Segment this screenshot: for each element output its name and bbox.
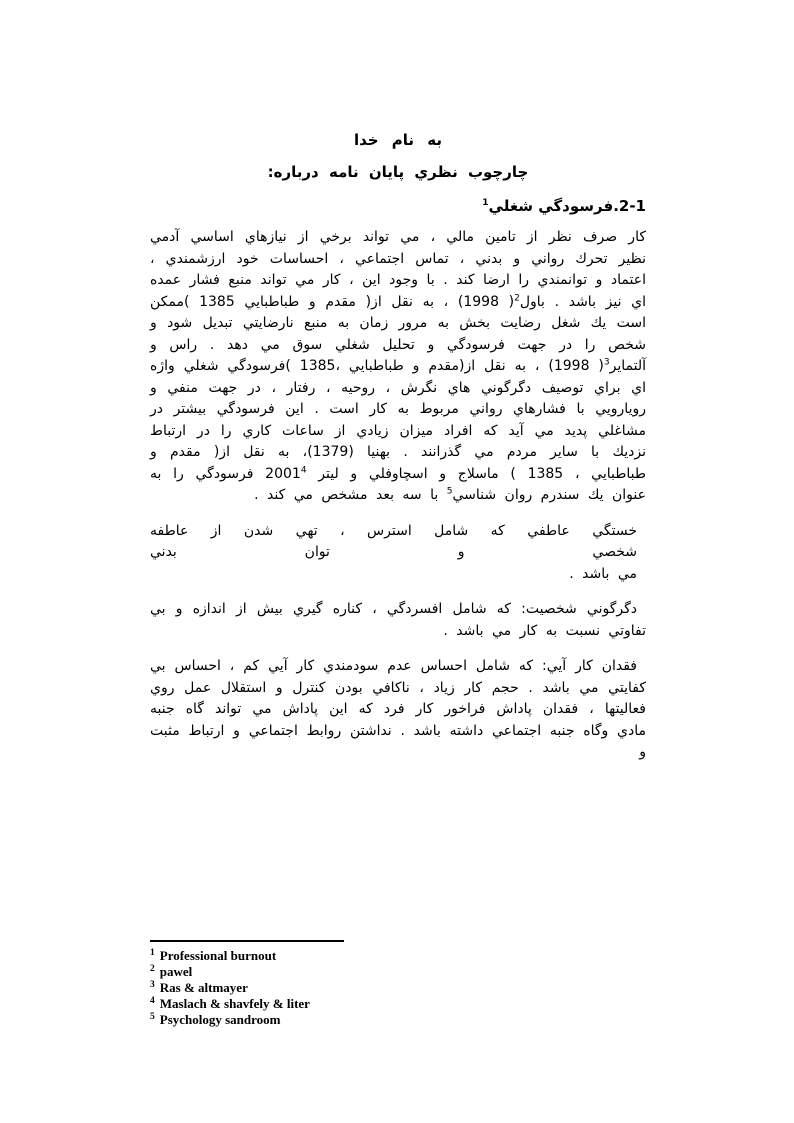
body-paragraph-1 (150, 227, 646, 507)
paragraph-text: فرسودگي را به عنوان يك سندرم روان شناسي (150, 465, 646, 503)
footnote-ref-2: 2 (514, 292, 520, 303)
footnote-number: 3 (150, 979, 155, 990)
footnote-text: Psychology sandroom (159, 1012, 281, 1027)
paragraph-text: ( 1998) ، به نقل از(مقدم و طباطبايي ،1385 )فرسودگي شغلي واژه اي براي توصيف دگرگوني هاي نگرش ، روحيه ، رفتار ، در جهت منفي و رويارويي با فشارهاي رواني مربوط به كار است . اين فرسودگي بيشتر در مشاغلي پديد مي آيد كه افراد ميزان زيادي از ساعات كاري را در ارتباط نزديك با ساير مردم مي گذرانند . بهنيا (1379)، به نقل از( مقدم و طباطبايي ، 1385 ) ماسلاج و اسچاوفلي و ليتر 2001 (150, 358, 647, 482)
footnote-number: 5 (150, 1011, 155, 1022)
footnote-item (150, 1012, 646, 1028)
footnote-area (150, 940, 646, 1028)
section-heading (150, 196, 646, 216)
footnote-ref-4: 4 (300, 464, 307, 475)
document-body (150, 227, 646, 764)
footnote-number: 2 (150, 963, 155, 974)
footnote-text: Ras & altmayer (159, 980, 248, 995)
paragraph-line: خستگي عاطفي كه شامل استرس ، تهي شدن از عاطفه (150, 522, 637, 539)
footnote-text: pawel (159, 964, 193, 979)
footnote-item (150, 964, 646, 980)
paragraph-line: مي باشد . (569, 565, 637, 582)
footnote-item (150, 948, 646, 964)
page-title: به نام خدا (353, 131, 443, 149)
page-subtitle: چارچوب نظري پايان نامه درباره: (267, 163, 529, 181)
section-number: 2-1. (613, 197, 646, 215)
footnote-separator (150, 940, 344, 942)
footnote-item (150, 980, 646, 996)
paragraph-text: ( 1998) ، به نقل از( مقدم و طباطبايي 1385 )ممكن است يك شغل رضايت بخش به مرور زمان به منبع نارضايتي تبديل شود و شخص را در جهت فرسودگي و تحليل شغلي سوق مي دهد . راس و آلتماير (150, 293, 647, 374)
body-paragraph-4: فقدان كار آيي: كه شامل احساس عدم سودمندي كار آيي كم ، احساس بي كفايتي مي باشد . حجم كار زياد ، ناكافي بودن كنترل و استقلال عمل روي فعاليتها ، فقدان پاداش فراخور كار فرد كه اين پاداش مي تواند گاه جنبه مادي وگاه جنبه اجتماعي داشته باشد . نداشتن روابط اجتماعي و ارتباط مثبت و (150, 658, 646, 760)
footnote-ref-5: 5 (446, 486, 453, 497)
paragraph-text: كار صرف نظر از تامين مالي ، مي تواند برخي از نيازهاي اساسي آدمي نظير تحرك رواني و بدني ، تماس اجتماعي ، احساسات خود ارزشمندي ، اعتماد و توانمندي را ارضا كند . با وجود اين ، كار مي تواند منبع فشار عمده اي نيز باشد . باول (150, 229, 646, 310)
paragraph-text: با سه بعد مشخص مي كند . (254, 487, 447, 503)
footnote-ref-3: 3 (603, 357, 610, 368)
section-title: فرسودگي شغلي (488, 197, 614, 215)
text-column (150, 131, 646, 764)
paragraph-line: شخصي و توان بدني (150, 544, 637, 560)
footnote-ref-1: 1 (482, 198, 489, 208)
footnote-text: Professional burnout (159, 948, 277, 963)
footnotes-list (150, 948, 646, 1028)
footnote-text: Maslach & shavfely & liter (159, 996, 310, 1011)
body-paragraph-3: دگرگوني شخصيت: كه شامل افسردگي ، كناره گيري بيش از اندازه و بي تفاوتي نسبت به كار مي باشد . (150, 601, 646, 639)
footnote-number: 4 (150, 995, 155, 1006)
footnote-item (150, 996, 646, 1012)
footnote-number: 1 (150, 947, 155, 958)
body-paragraph-2 (150, 521, 646, 586)
